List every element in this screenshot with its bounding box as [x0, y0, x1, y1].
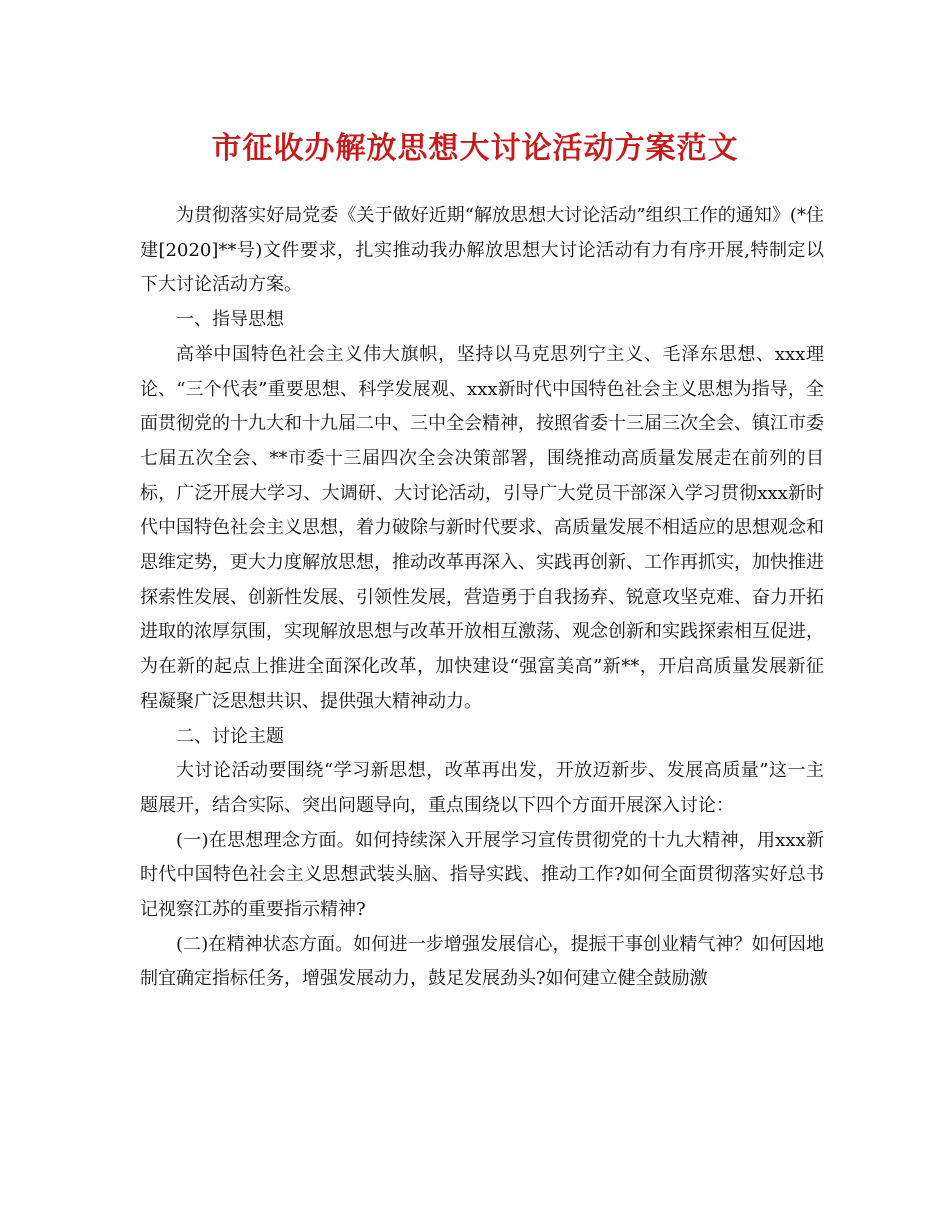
item-ideology-paragraph: (一)在思想理念方面。如何持续深入开展学习宣传贯彻党的十九大精神，用xxx新时代中国特色社会主义思想武装头脑、指导实践、推动工作?如何全面贯彻落实好总书记视察江苏的重要指示精神?	[140, 829, 824, 921]
guiding-thought-paragraph: 高举中国特色社会主义伟大旗帜，坚持以马克思列宁主义、毛泽东思想、xxx理论、“三个代表”重要思想、科学发展观、xxx新时代中国特色社会主义思想为指导，全面贯彻党的十九大和十九届二中、三中全会精神，按照省委十三届三次全会、镇江市委七届五次全会、**市委十三届四次全会决策部署，围绕推动高质量发展走在前列的目标，广泛开展大学习、大调研、大讨论活动，引导广大党员干部深入学习贯彻xxx新时代中国特色社会主义思想，着力破除与新时代要求、高质量发展不相适应的思想观念和思维定势，更大力度解放思想，推动改革再深入、实践再创新、工作再抓实，加快推进探索性发展、创新性发展、引领性发展，营造勇于自我扬弃、锐意攻坚克难、奋力开拓进取的浓厚氛围，实现解放思想与改革开放相互激荡、观念创新和实践探索相互促进，为在新的起点上推进全面深化改革，加快建设“强富美高”新**，开启高质量发展新征程凝聚广泛思想共识、提供强大精神动力。	[140, 343, 824, 712]
section-heading-guiding-thought: 一、指导思想	[176, 309, 284, 331]
section-heading-discussion-theme: 二、讨论主题	[176, 725, 284, 747]
discussion-theme-paragraph: 大讨论活动要围绕“学习新思想，改革再出发，开放迈新步、发展高质量”这一主题展开，结合实际、突出问题导向，重点围绕以下四个方面开展深入讨论：	[140, 760, 824, 816]
document-body	[140, 199, 824, 997]
item-spirit-paragraph: (二)在精神状态方面。如何进一步增强发展信心，提振干事创业精气神？如何因地制宜确定指标任务，增强发展动力，鼓足发展劲头?如何建立健全鼓励激	[140, 933, 824, 990]
document-title: 市征收办解放思想大讨论活动方案范文	[211, 131, 739, 166]
intro-paragraph: 为贯彻落实好局党委《关于做好近期“解放思想大讨论活动”组织工作的通知》(*住建[2020]**号)文件要求，扎实推动我办解放思想大讨论活动有力有序开展,特制定以下大讨论活动方案。	[140, 205, 824, 296]
